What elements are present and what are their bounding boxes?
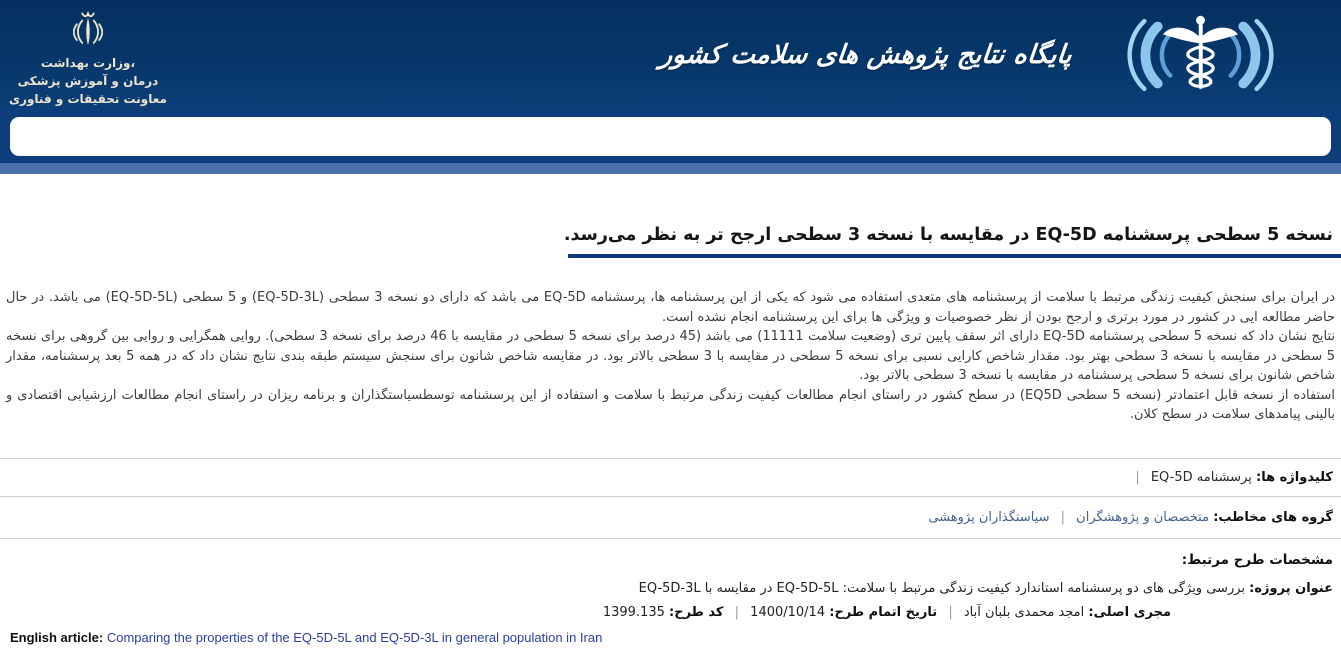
site-title-calligraphy: پایگاه نتایج پژوهش های سلامت کشور [658,40,1074,70]
article-body [6,288,1335,425]
article-paragraph: در ایران برای سنجش کیفیت زندگی مرتبط با سلامت از پرسشنامه های متعدی استفاده می شود که یکی از این پرسشنامه ها، پرسشنامه EQ-5D می باشد که دارای دو نسخه 3 سطحی (EQ-5D-3L) و 5 سطحی (EQ-5D-5L) می باشد. در حال حاضر مطالعه ایی در کشور در مورد برتری و ارجح بودن از نظر خصوصیات و ویژگی ها برای این پرسشنامه انجام نشده است. [6,290,1336,325]
separator: | [948,604,953,620]
article-title: نسخه 5 سطحی پرسشنامه EQ-5D در مقایسه با نسخه 3 سطحی ارجح تر به نظر می‌رسد. [563,225,1333,245]
pi-label: مجری اصلی: [1088,604,1171,620]
project-code-value: 1399.135 [602,604,665,620]
english-article-label: English article: [10,629,104,645]
project-meta-row [0,596,1341,620]
separator: | [734,604,740,620]
keywords-row [0,459,1341,496]
audience-link[interactable]: متخصصان و پژوهشگران [1076,509,1210,525]
site-brand[interactable] [660,0,1303,110]
site-header [0,0,1341,110]
end-date-label: تاریخ اتمام طرح: [829,604,938,620]
pi-value: امجد محمدی بلبان آباد [963,604,1085,620]
article-paragraph: نتایج نشان داد که نسخه 5 سطحی پرسشنامه EQ-5D دارای اثر سقف پایین تری (وضعیت سلامت 11111) می باشد (45 درصد برای نسخه 5 سطحی در مقایسه با 46 درصد برای نسخه 3 سطحی). روایی همگرایی و روایی بین گروهی برای نسخه 5 سطحی در مقایسه با نسخه 3 سطحی بهتر بود. مقدار شاخص کارایی نسبی برای نسخه 5 سطحی در مقایسه با 3 سطحی بالاتر بود. در مقایسه شاخص شانون برای سنجش سیستم طبقه بندی نتایج نشان داد که در همه 5 بعد پرسشنامه، مقدار شاخص شانون برای نسخه 5 سطحی پرسشنامه در مقایسه با نسخه 3 سطحی بالاتر بود. [6,329,1336,383]
navbar [0,110,1341,163]
end-date-value: 1400/10/14 [750,604,826,620]
ministry-line-3: معاونت تحقیقات و فناوری [9,92,167,106]
article-paragraph: استفاده از نسخه قابل اعتمادتر (نسخه 5 سطحی EQ5D) در سطح کشور در راستای انجام مطالعات کیفیت زندگی مرتبط با سلامت و استفاده از این پرسشنامه توسطسیاستگذاران و برنامه ریزان در راستای انجام مطالعات ارزشیابی اقتصادی و بالینی پیامدهای سلامت در سطح کلان. [6,387,1335,422]
project-code-label: کد طرح: [669,604,724,620]
audience-link[interactable]: سیاستگذاران پژوهشی [928,509,1050,525]
audience-label: گروه های مخاطب: [1213,509,1333,525]
iran-emblem-icon [65,7,111,53]
article-content [0,225,1341,645]
separator: | [1135,469,1140,485]
english-article-link[interactable]: Comparing the properties of the EQ-5D-5L and EQ-5D-3L in general population in Iran [106,629,603,645]
title-underline [568,254,1341,258]
caduceus-logo-icon [1098,9,1303,101]
project-title-row [0,568,1341,596]
project-section-heading: مشخصات طرح مرتبط: [1181,551,1333,568]
english-article-row [0,620,1341,645]
ministry-block [8,5,168,108]
ministry-line-2: درمان و آموزش پزشکی [17,74,159,88]
separator: | [1060,509,1066,525]
nav-menu-bar[interactable] [10,117,1331,156]
project-title-label: عنوان پروژه: [1249,580,1333,596]
keyword-link[interactable]: پرسشنامه EQ-5D [1150,469,1252,485]
project-title-value: بررسی ویژگی های دو پرسشنامه استاندارد کیفیت زندگی مرتبط با سلامت: EQ-5D-5L در مقایسه با EQ-5D-3L [638,580,1246,596]
keywords-label: کلیدواژه ها: [1256,469,1333,485]
header-substrip [0,163,1341,174]
ministry-line-1: وزارت بهداشت، [40,56,136,70]
audience-row [0,497,1341,538]
